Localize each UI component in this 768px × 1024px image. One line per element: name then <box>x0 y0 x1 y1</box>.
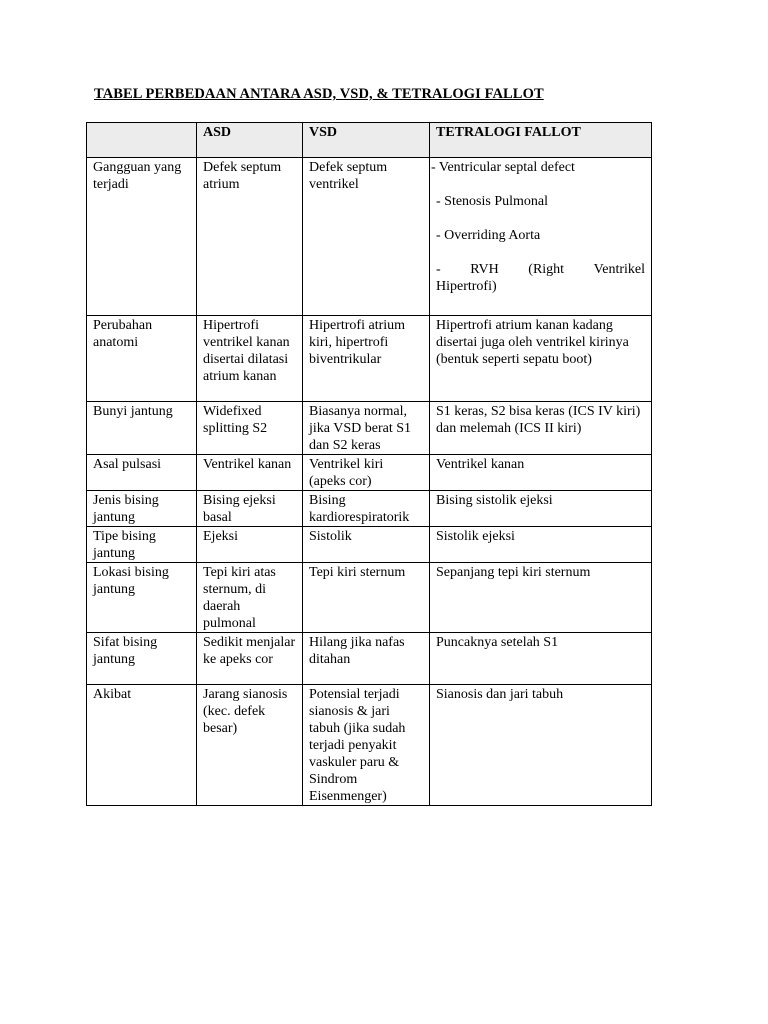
vsd-cell: Bising kardiorespiratorik <box>303 491 430 527</box>
tof-item: - Ventricular septal defect <box>431 160 575 175</box>
table-row <box>87 563 652 633</box>
header-blank-cell <box>87 123 197 158</box>
tof-cell <box>430 158 652 316</box>
row-label: Jenis bising jantung <box>87 491 197 527</box>
vsd-cell: Tepi kiri sternum <box>303 563 430 633</box>
asd-cell: Hipertrofi ventrikel kanan disertai dilatasi atrium kanan <box>197 316 303 402</box>
tof-item: - Stenosis Pulmonal <box>436 194 549 209</box>
table-row <box>87 527 652 563</box>
vsd-cell: Ventrikel kiri (apeks cor) <box>303 455 430 491</box>
asd-cell: Bising ejeksi basal <box>197 491 303 527</box>
rvh-part: (Right <box>528 262 565 277</box>
rvh-rest: Hipertrofi) <box>436 279 497 294</box>
asd-cell: Defek septum atrium <box>197 158 303 316</box>
table-header-row <box>87 123 652 158</box>
row-label: Gangguan yang terjadi <box>87 158 197 316</box>
vsd-cell: Hilang jika nafas ditahan <box>303 633 430 685</box>
vsd-cell: Defek septum ventrikel <box>303 158 430 316</box>
row-label: Lokasi bising jantung <box>87 563 197 633</box>
table-row <box>87 491 652 527</box>
asd-cell: Ejeksi <box>197 527 303 563</box>
tof-cell: Ventrikel kanan <box>430 455 652 491</box>
header-asd: ASD <box>197 123 303 158</box>
table-row <box>87 402 652 455</box>
tof-cell: Hipertrofi atrium kanan kadang disertai juga oleh ventrikel kirinya (bentuk seperti sepatu boot) <box>430 316 652 402</box>
row-label: Perubahan anatomi <box>87 316 197 402</box>
tof-item-rvh <box>436 261 645 295</box>
table-row <box>87 455 652 491</box>
vsd-cell: Hipertrofi atrium kiri, hipertrofi biventrikular <box>303 316 430 402</box>
row-label: Asal pulsasi <box>87 455 197 491</box>
asd-cell: Ventrikel kanan <box>197 455 303 491</box>
rvh-part: RVH <box>470 262 499 277</box>
row-label: Bunyi jantung <box>87 402 197 455</box>
vsd-cell: Potensial terjadi sianosis & jari tabuh (jika sudah terjadi penyakit vaskuler paru & Sindrom Eisenmenger) <box>303 685 430 806</box>
asd-cell: Widefixed splitting S2 <box>197 402 303 455</box>
row-label: Tipe bising jantung <box>87 527 197 563</box>
tof-cell: Sianosis dan jari tabuh <box>430 685 652 806</box>
document-title: TABEL PERBEDAAN ANTARA ASD, VSD, & TETRALOGI FALLOT <box>94 86 544 102</box>
header-vsd: VSD <box>303 123 430 158</box>
header-tetralogi-fallot: TETRALOGI FALLOT <box>430 123 652 158</box>
row-label: Akibat <box>87 685 197 806</box>
asd-cell: Sedikit menjalar ke apeks cor <box>197 633 303 685</box>
asd-cell: Tepi kiri atas sternum, di daerah pulmonal <box>197 563 303 633</box>
row-label: Sifat bising jantung <box>87 633 197 685</box>
table-row <box>87 633 652 685</box>
tof-cell: S1 keras, S2 bisa keras (ICS IV kiri) dan melemah (ICS II kiri) <box>430 402 652 455</box>
comparison-table <box>86 122 652 806</box>
tof-cell: Bising sistolik ejeksi <box>430 491 652 527</box>
table-row <box>87 316 652 402</box>
rvh-part: Ventrikel <box>593 262 645 277</box>
asd-cell: Jarang sianosis (kec. defek besar) <box>197 685 303 806</box>
tof-cell: Puncaknya setelah S1 <box>430 633 652 685</box>
rvh-part: - <box>436 262 441 277</box>
table-row <box>87 158 652 316</box>
tof-item: - Overriding Aorta <box>436 228 541 243</box>
vsd-cell: Biasanya normal, jika VSD berat S1 dan S2 keras <box>303 402 430 455</box>
tof-cell: Sistolik ejeksi <box>430 527 652 563</box>
tof-cell: Sepanjang tepi kiri sternum <box>430 563 652 633</box>
vsd-cell: Sistolik <box>303 527 430 563</box>
table-row <box>87 685 652 806</box>
